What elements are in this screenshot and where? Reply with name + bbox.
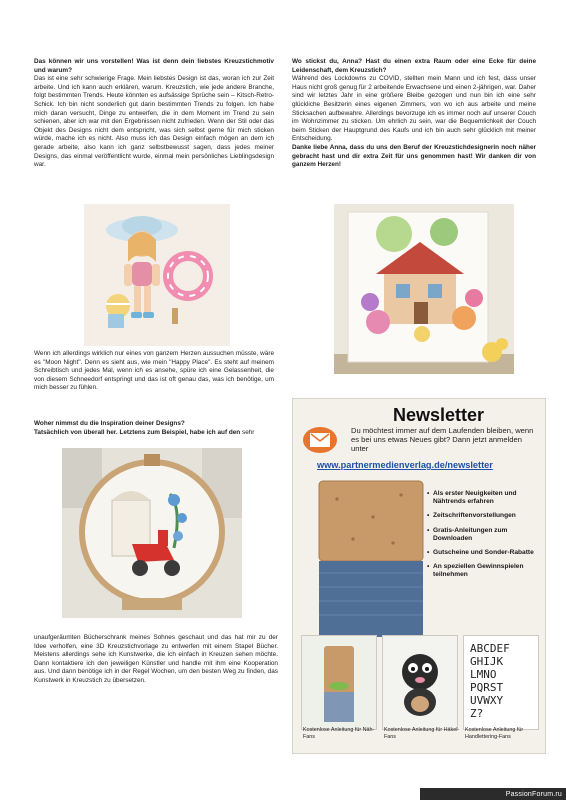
photo-scooter-hoop [62, 448, 242, 618]
left-column-top [34, 58, 274, 170]
thumb-crochet [382, 635, 458, 730]
benefit-item: • Als erster Neuigkeiten und Nähtrends erfahren [427, 490, 543, 506]
answer-inspiration-rest: sehr [240, 428, 255, 436]
answer-moon-night: Wenn ich allerdings wirklich nur eines von ganzem Herzen aussuchen müsste, wäre es "Moon Night". Denn es sieht aus, wie mein "Happy Place". Es steht auf meinem Schreibtisch und jedes Mal, wenn ich es ansehe, spüre ich eine Gelassenheit, die von diesem Schneedorf entspringt und das ist oft genau das, was ich benötige, um mich besser zu fühlen. [34, 350, 274, 392]
newsletter-ad [292, 398, 546, 754]
lettering-row: LMNO [470, 668, 497, 681]
benefit-item: • Gutscheine und Sonder-Rabatte [427, 549, 543, 557]
thumb-sewing [301, 635, 377, 730]
lettering-row: PQRST [470, 681, 504, 694]
lettering-row: ABCDEF [470, 642, 510, 655]
closing-thanks: Danke liebe Anna, dass du uns den Beruf der Kreuzstichdesignerin noch näher gebracht hast und dir extra Zeit für uns genommen hast! Wir danken dir von ganzem Herzen! [292, 143, 536, 169]
cork-bag-image [313, 477, 429, 637]
benefit-item: • Gratis-Anleitungen zum Downloaden [427, 527, 543, 543]
left-column-inspiration [34, 420, 278, 437]
newsletter-title: Newsletter [393, 405, 485, 425]
left-column-bottom [34, 634, 278, 686]
lettering-row: UVWXY [470, 694, 504, 707]
photo-beach-girl-stitch [84, 204, 230, 346]
thumb-lettering [463, 635, 539, 730]
right-column-top [292, 58, 536, 170]
question-where-stitch: Wo stickst du, Anna? Hast du einen extra Raum oder eine Ecke für deine Leidenschaft, dem Kreuzstich? [292, 58, 536, 74]
answer-favorite-motif: Das ist eine sehr schwierige Frage. Mein liebstes Design ist das, woran ich zur Zeit arbeite. Und ich kann auch erklären, warum. Kreuzstich, wie jede andere Branche, folgt bestimmten Trends. Heute könnten es aufsässige Sprüche sein – Kitsch-Retro-Schick. Ich bin nicht sonderlich gut darin bestimmten Trends zu folgen. Ich habe mich daran versucht, Dinge zu entwerfen, die in dem Moment im Trend zu sein schienen, aber ich war mit den Ergebnissen nicht zufrieden. Wenn der Stil oder das Objekt des Designs nicht dem entspricht, was sich selbst gerne für mich sticken würde, mache ich es nicht. Also muss ich das Design einfach mögen an dem ich gerade arbeite, also kann ich ganz selbstbewusst sagen, dass jedes meiner Designs, das einmal veröffentlicht wurde, einmal mein persönliches Lieblingsdesign war. [34, 75, 274, 169]
left-column-middle [34, 350, 274, 393]
site-watermark[interactable]: PassionForum.ru [505, 791, 562, 798]
caption-sewing: Kostenlose Anleitung für Näh-Fans [303, 727, 375, 740]
lettering-row: Z? [470, 707, 484, 720]
newsletter-benefits-list [427, 490, 543, 586]
envelope-icon [303, 427, 337, 453]
answer-where-stitch: Während des Lockdowns zu COVID, stellten mein Mann und ich fest, dass unser Haus nicht groß genug für 2 arbeitende Erwachsene und einen 2-jährigen, war. Daher sind wir letztes Jahr in eine größere Bleibe gezogen und nun bin ich eine sehr glückliche Besitzerin eines eigenen Zimmers, von wo ich aus arbeite und meine Sticksachen aufbewahre. Allerdings bevorzuge ich es immer noch auf unserer Couch im Wohnzimmer zu sticken. Um ehrlich zu sein, war die Bequemlichkeit der Couch beim Sticken der Hauptgrund des Kaufs und ich bin auch sehr glücklich mit meiner Entscheidung. [292, 75, 536, 143]
newsletter-subtitle: Du möchtest immer auf dem Laufenden bleiben, wenn es bei uns etwas Neues gibt? Dann jetzt anmelden unter [351, 426, 534, 454]
answer-inspiration-continued: unaufgeräumten Bücherschrank meines Sohnes geschaut und das hat mir zu der Idee verholfen, eine 3D Kreuzstichvorlage zu entwerfen mit einem Stapel Bücher. Meistens allerdings sehe ich Kunstwerke, die ich einfach in Kreuzen sehen möchte. Dann kontaktiere ich den jeweiligen Künstler und handle mit ihm eine Kooperation aus. Und dann benötige ich in der Regel Wochen, um den besten Weg zu finden, das Kunstwerk in Kreuzstich zu übersetzen. [34, 634, 278, 684]
benefit-item: • An speziellen Gewinnspielen teilnehmen [427, 563, 543, 579]
newsletter-url-link[interactable]: www.partnermedienverlag.de/newsletter [317, 460, 493, 470]
question-inspiration: Woher nimmst du die Inspiration deiner Designs? [34, 420, 185, 427]
answer-inspiration-lead: Tatsächlich von überall her. Letztens zum Beispiel, habe ich auf den [34, 428, 241, 436]
caption-lettering: Kostenlose Anleitung für Handlettering-Fans [465, 727, 524, 740]
lettering-row: GHIJK [470, 655, 504, 668]
photo-cottage-stitch [334, 204, 514, 374]
benefit-item: • Zeitschriftenvorstellungen [427, 512, 543, 520]
question-favorite-motif: Das können wir uns vorstellen! Was ist denn dein liebstes Kreuzstichmotiv und warum? [34, 58, 274, 74]
caption-crochet: Kostenlose Anleitung für Häkel-Fans [384, 727, 460, 740]
